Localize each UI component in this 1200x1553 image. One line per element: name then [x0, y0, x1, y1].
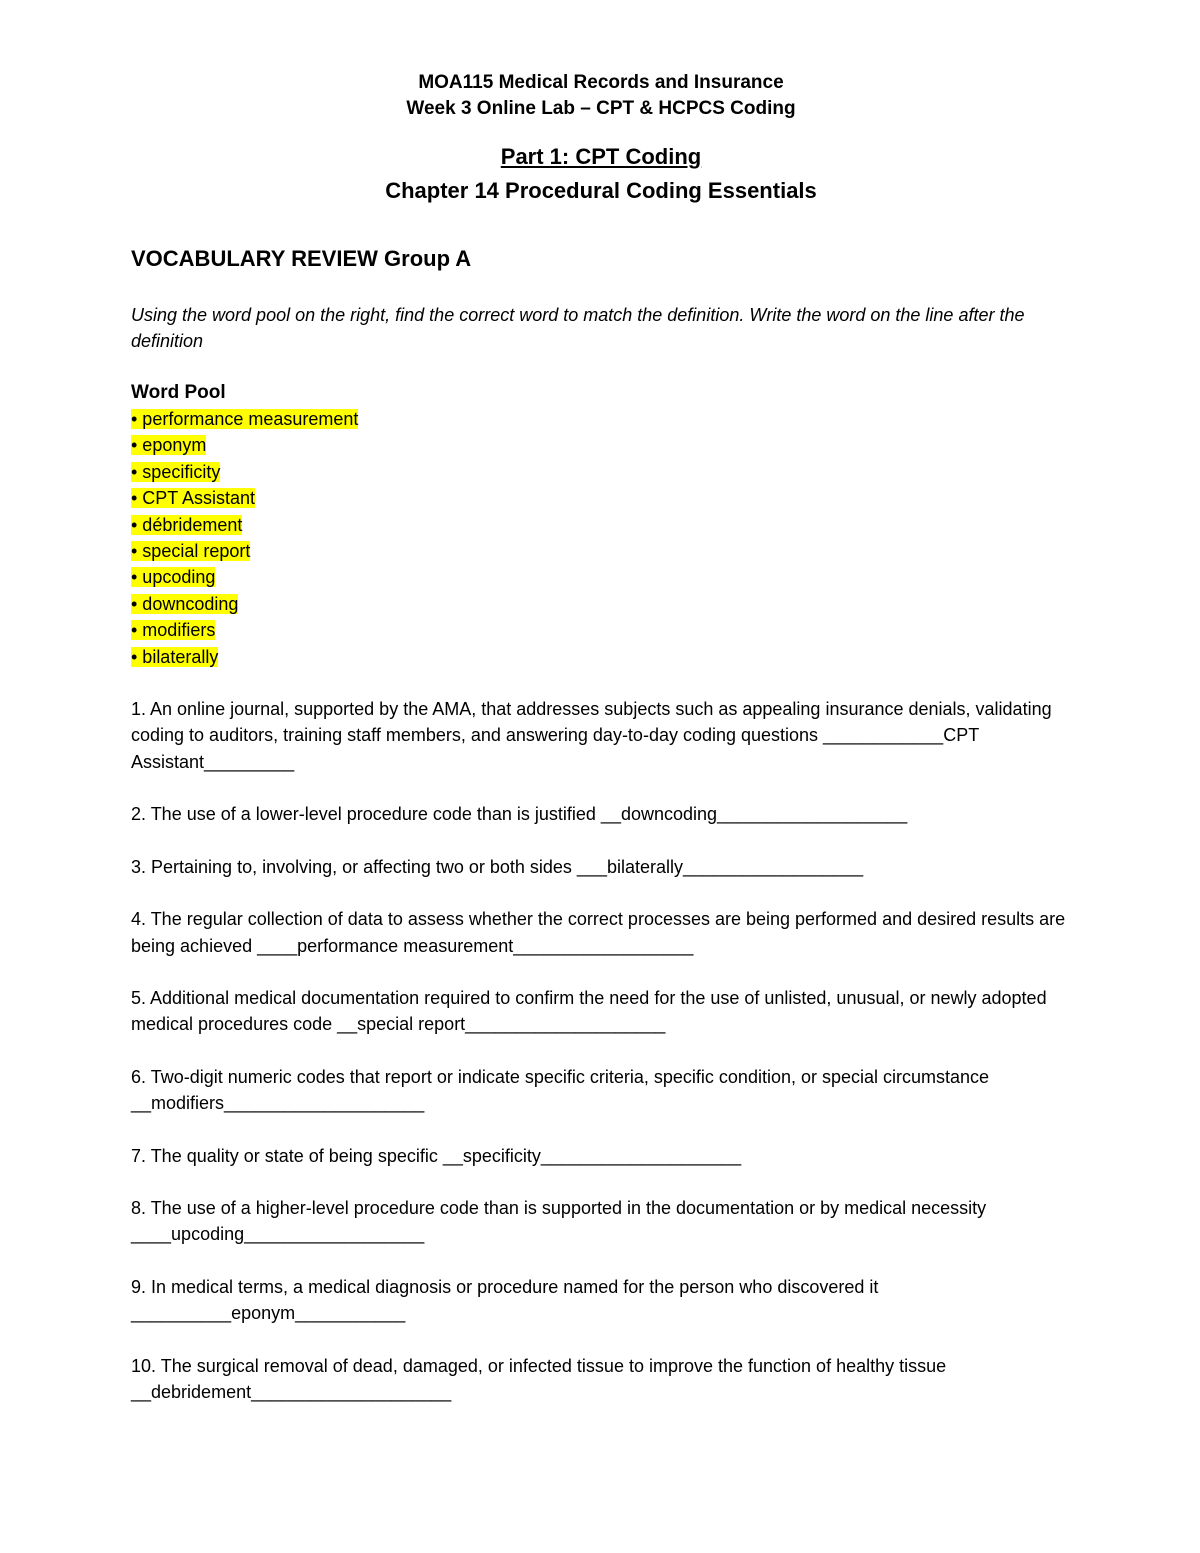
- word-pool-item-text: • special report: [131, 541, 251, 562]
- question-item: 8. The use of a higher-level procedure code than is supported in the documentation or by medical necessity ____upcoding__________________: [131, 1197, 987, 1245]
- word-pool-item: [131, 459, 1071, 485]
- word-pool-item-text: • débridement: [131, 514, 243, 535]
- lab-title: Week 3 Online Lab – CPT & HCPCS Coding: [406, 98, 796, 119]
- word-pool-item-text: • performance measurement: [131, 409, 359, 429]
- word-pool-item: [131, 406, 1071, 432]
- section-title: VOCABULARY REVIEW Group A: [131, 246, 472, 271]
- question-item: 5. Additional medical documentation required to confirm the need for the use of unlisted, unusual, or newly adopted medical procedures code __special report____________________: [131, 987, 1047, 1035]
- word-pool-item: [131, 591, 1071, 617]
- word-pool-item: [131, 538, 1071, 564]
- word-pool-item-text: • eponym: [131, 435, 207, 456]
- word-pool-item-text: • CPT Assistant: [131, 488, 256, 509]
- question-item: 9. In medical terms, a medical diagnosis or procedure named for the person who discovered it __________eponym___________: [131, 1276, 879, 1324]
- word-pool-item-text: • modifiers: [131, 620, 216, 641]
- word-pool-list: [131, 406, 1071, 670]
- chapter-title: Chapter 14 Procedural Coding Essentials: [385, 178, 817, 203]
- word-pool-item-text: • bilaterally: [131, 646, 219, 667]
- word-pool-item-text: • specificity: [131, 461, 221, 482]
- question-item: 10. The surgical removal of dead, damaged, or infected tissue to improve the function of healthy tissue __debridement____________________: [131, 1355, 947, 1402]
- question-item: 3. Pertaining to, involving, or affecting two or both sides ___bilaterally__________________: [131, 856, 864, 877]
- word-pool-item-text: • upcoding: [131, 567, 216, 588]
- instructions: Using the word pool on the right, find the correct word to match the definition. Write the word on the line after the definition: [131, 305, 1025, 351]
- word-pool-item: [131, 512, 1071, 538]
- document-page: [131, 70, 1071, 1431]
- question-item: 4. The regular collection of data to assess whether the correct processes are being performed and desired results are being achieved ____performance measurement__________________: [131, 909, 1066, 956]
- word-pool-item: [131, 644, 1071, 670]
- question-item: 7. The quality or state of being specific __specificity____________________: [131, 1145, 742, 1166]
- word-pool-item: [131, 432, 1071, 458]
- course-title: MOA115 Medical Records and Insurance: [418, 72, 784, 93]
- word-pool-item: [131, 564, 1071, 590]
- word-pool-item-text: • downcoding: [131, 593, 239, 614]
- question-item: 2. The use of a lower-level procedure code than is justified __downcoding___________________: [131, 804, 908, 825]
- question-item: 6. Two-digit numeric codes that report or indicate specific criteria, specific condition, or special circumstance __modifiers____________________: [131, 1066, 990, 1114]
- word-pool-item: [131, 485, 1071, 511]
- question-item: 1. An online journal, supported by the AMA, that addresses subjects such as appealing insurance denials, validating coding to auditors, training staff members, and answering day-to-day coding questions ____________CPT Assistant_________: [131, 699, 1052, 772]
- part-title: Part 1: CPT Coding: [500, 144, 702, 169]
- question-list: [131, 696, 1071, 1405]
- word-pool-title: Word Pool: [131, 382, 226, 403]
- word-pool-item: [131, 617, 1071, 643]
